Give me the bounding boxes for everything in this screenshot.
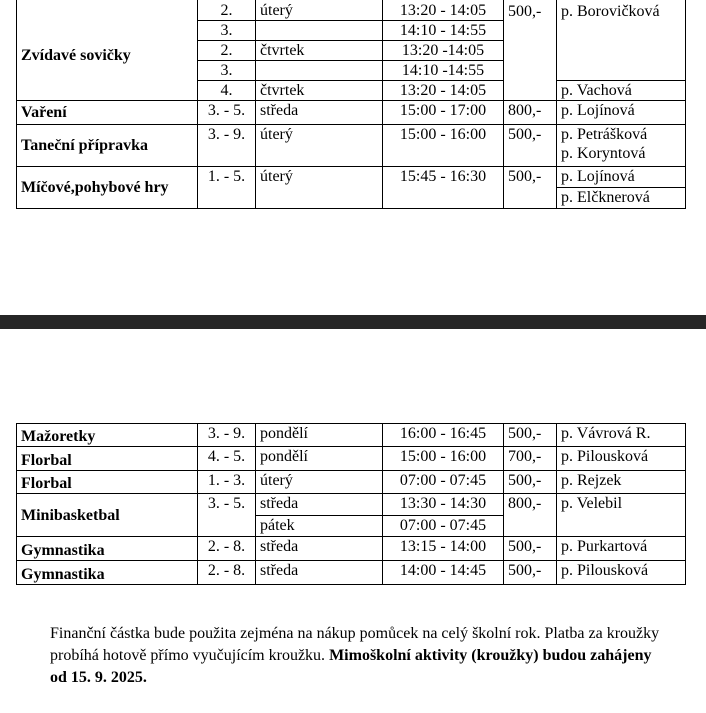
activity-name: Vaření (17, 101, 198, 125)
day-cell (256, 61, 383, 81)
grade-cell: 3. - 9. (198, 424, 256, 447)
table-row (17, 447, 686, 471)
day-cell: pátek (256, 516, 383, 537)
teacher-cell: p. Lojínová (557, 101, 686, 125)
price-cell: 800,- (504, 101, 557, 125)
day-cell: pondělí (256, 424, 383, 447)
time-cell: 14:10 - 14:55 (383, 21, 504, 41)
grade-cell: 1. - 5. (198, 167, 256, 209)
teacher-cell: p. Rejzek (557, 471, 686, 494)
time-cell: 07:00 - 07:45 (383, 516, 504, 537)
teacher-cell: p. Velebil (557, 494, 686, 537)
grade-cell: 2. (198, 41, 256, 61)
activity-name: Gymnastika (17, 561, 198, 585)
time-cell: 13:20 - 14:05 (383, 81, 504, 101)
activity-name: Mažoretky (17, 424, 198, 447)
activity-name: Gymnastika (17, 537, 198, 561)
day-cell (256, 21, 383, 41)
table-row (17, 471, 686, 494)
grade-cell: 2. - 8. (198, 561, 256, 585)
table-row (17, 101, 686, 125)
grade-cell: 1. - 3. (198, 471, 256, 494)
teacher-cell: p. Elčknerová (557, 188, 686, 209)
day-cell: středa (256, 561, 383, 585)
activity-name: Míčové,pohybové hry (17, 167, 198, 209)
table-row (17, 561, 686, 585)
page-divider (0, 315, 706, 329)
activity-name: Minibasketbal (17, 494, 198, 537)
grade-cell: 2. (198, 0, 256, 21)
payment-note (50, 623, 660, 689)
activity-name: Florbal (17, 447, 198, 471)
table-row (17, 424, 686, 447)
price-cell: 700,- (504, 447, 557, 471)
day-cell: úterý (256, 0, 383, 21)
grade-cell: 3. - 5. (198, 101, 256, 125)
day-cell: úterý (256, 471, 383, 494)
teacher-name: p. Petrášková (561, 126, 648, 143)
table-row (17, 0, 686, 21)
table-row (17, 125, 686, 167)
time-cell: 15:00 - 16:00 (383, 447, 504, 471)
time-cell: 15:00 - 17:00 (383, 101, 504, 125)
grade-cell: 3. (198, 21, 256, 41)
teacher-cell: p. Borovičková (557, 0, 686, 81)
activity-name: Florbal (17, 471, 198, 494)
teacher-cell (557, 125, 686, 167)
teacher-cell: p. Lojínová (557, 167, 686, 188)
activity-name: Taneční přípravka (17, 125, 198, 167)
table-row (17, 494, 686, 516)
price-cell: 500,- (504, 561, 557, 585)
time-cell: 13:20 - 14:05 (383, 0, 504, 21)
day-cell: středa (256, 494, 383, 516)
activities-table-top (16, 0, 686, 209)
table-row (17, 537, 686, 561)
grade-cell: 4. (198, 81, 256, 101)
teacher-name: p. Koryntová (561, 145, 646, 162)
day-cell: středa (256, 537, 383, 561)
day-cell: čtvrtek (256, 81, 383, 101)
activity-name: Zvídavé sovičky (17, 0, 198, 101)
time-cell: 15:00 - 16:00 (383, 125, 504, 167)
time-cell: 14:00 - 14:45 (383, 561, 504, 585)
price-cell: 500,- (504, 167, 557, 209)
time-cell: 15:45 - 16:30 (383, 167, 504, 209)
time-cell: 07:00 - 07:45 (383, 471, 504, 494)
price-cell: 500,- (504, 0, 557, 101)
time-cell: 14:10 -14:55 (383, 61, 504, 81)
teacher-cell: p. Vávrová R. (557, 424, 686, 447)
grade-cell: 3. (198, 61, 256, 81)
time-cell: 13:30 - 14:30 (383, 494, 504, 516)
price-cell: 500,- (504, 424, 557, 447)
grade-cell: 3. - 5. (198, 494, 256, 537)
grade-cell: 4. - 5. (198, 447, 256, 471)
day-cell: pondělí (256, 447, 383, 471)
payment-note-start-date: Mimoškolní aktivity (kroužky) budou zahájeny od 15. 9. 2025. (50, 647, 652, 686)
time-cell: 16:00 - 16:45 (383, 424, 504, 447)
activities-table-bottom (16, 423, 686, 585)
payment-note-text: Finanční částka bude použita zejména na nákup pomůcek na celý školní rok. Platba za kroužky probíhá hotově přímo vyučujícím kroužku. (50, 625, 660, 664)
grade-cell: 3. - 9. (198, 125, 256, 167)
teacher-cell: p. Purkartová (557, 537, 686, 561)
day-cell: úterý (256, 167, 383, 209)
time-cell: 13:20 -14:05 (383, 41, 504, 61)
table-row (17, 167, 686, 188)
day-cell: středa (256, 101, 383, 125)
time-cell: 13:15 - 14:00 (383, 537, 504, 561)
teacher-cell: p. Pilousková (557, 447, 686, 471)
grade-cell: 2. - 8. (198, 537, 256, 561)
price-cell: 800,- (504, 494, 557, 537)
day-cell: úterý (256, 125, 383, 167)
price-cell: 500,- (504, 537, 557, 561)
price-cell: 500,- (504, 471, 557, 494)
teacher-cell: p. Pilousková (557, 561, 686, 585)
day-cell: čtvrtek (256, 41, 383, 61)
teacher-cell: p. Vachová (557, 81, 686, 101)
price-cell: 500,- (504, 125, 557, 167)
